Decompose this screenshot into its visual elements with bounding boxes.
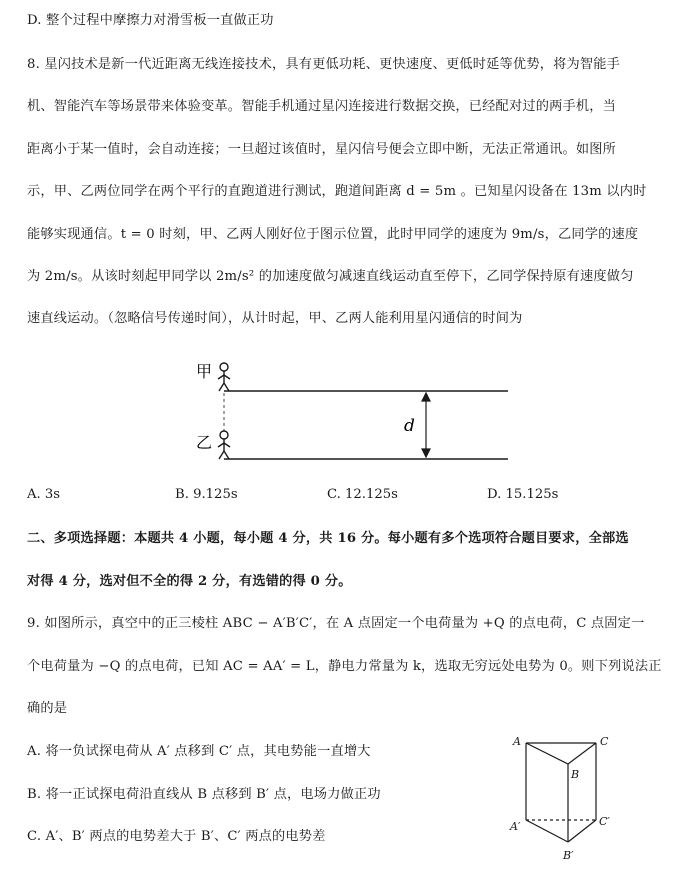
q8-line-4: 示，甲、乙两位同学在两个平行的直跑道进行测试，跑道间距离 d = 5m 。已知星闪设备在 13m 以内时 <box>27 184 647 199</box>
q8-track-figure <box>190 355 520 470</box>
edge-B1C1 <box>568 820 596 842</box>
q8-option-a[interactable]: A. 3s <box>27 487 61 502</box>
vertex-C1: C′ <box>599 815 610 828</box>
q7-option-d: D. 整个过程中摩擦力对滑雪板一直做正功 <box>27 13 274 28</box>
section2-heading-line-2: 对得 4 分，选对但不全的得 2 分，有选错的得 0 分。 <box>27 574 352 589</box>
q9-line-2: 个电荷量为 −Q 的点电荷，已知 AC = AA′ = L，静电力常量为 k，选取无穷远处电势为 0。则下列说法正 <box>27 659 662 674</box>
edge-BC <box>568 743 596 764</box>
distance-arrow-icon <box>422 393 430 457</box>
q9-option-c[interactable]: C. A′、B′ 两点的电势差大于 B′、C′ 两点的电势差 <box>27 829 326 844</box>
q8-line-2: 机、智能汽车等场景带来体验变革。智能手机通过星闪连接进行数据交换，已经配对过的两手机，当 <box>27 99 617 114</box>
person-jia-icon <box>218 363 230 391</box>
vertex-B: B <box>571 768 580 781</box>
q8-line-7: 速直线运动。（忽略信号传递时间），从计时起，甲、乙两人能利用星闪通信的时间为 <box>27 311 523 326</box>
person-yi-icon <box>218 431 230 459</box>
edge-AB <box>526 743 568 764</box>
label-jia: 甲 <box>196 362 213 381</box>
q8-line-6: 为 2m/s。从该时刻起甲同学以 2m/s² 的加速度做匀减速直线运动直至停下，乙同学保持原有速度做匀 <box>27 269 634 284</box>
vertex-B1: B′ <box>563 849 574 862</box>
vertex-C: C <box>600 735 609 748</box>
q9-prism-figure <box>508 728 628 868</box>
vertex-A: A <box>513 735 521 748</box>
q8-line-3: 距离小于某一值时，会自动连接；一旦超过该值时，星闪信号便会立即中断，无法正常通讯。如图所 <box>27 142 617 157</box>
label-d: d <box>404 416 415 436</box>
q8-line-5: 能够实现通信。t = 0 时刻，甲、乙两人刚好位于图示位置，此时甲同学的速度为 9m/s，乙同学的速度 <box>27 227 639 242</box>
label-yi: 乙 <box>196 433 213 452</box>
q9-line-3: 确的是 <box>27 701 68 716</box>
vertex-A1: A′ <box>510 820 521 833</box>
q8-option-d[interactable]: D. 15.125s <box>487 487 559 502</box>
section2-heading-line-1: 二、多项选择题：本题共 4 小题，每小题 4 分，共 16 分。每小题有多个选项符合题目要求，全部选 <box>27 531 629 546</box>
q8-option-b[interactable]: B. 9.125s <box>175 487 238 502</box>
edge-A1B1 <box>526 820 568 842</box>
q9-option-a[interactable]: A. 将一负试探电荷从 A′ 点移到 C′ 点，其电势能一直增大 <box>27 744 371 759</box>
q8-option-c[interactable]: C. 12.125s <box>327 487 398 502</box>
q9-option-b[interactable]: B. 将一正试探电荷沿直线从 B 点移到 B′ 点，电场力做正功 <box>27 787 381 802</box>
q8-line-1: 8. 星闪技术是新一代近距离无线连接技术，具有更低功耗、更快速度、更低时延等优势，将为智能手 <box>27 57 621 72</box>
q9-line-1: 9. 如图所示，真空中的正三棱柱 ABC − A′B′C′，在 A 点固定一个电荷量为 +Q 的点电荷，C 点固定一 <box>27 616 645 631</box>
